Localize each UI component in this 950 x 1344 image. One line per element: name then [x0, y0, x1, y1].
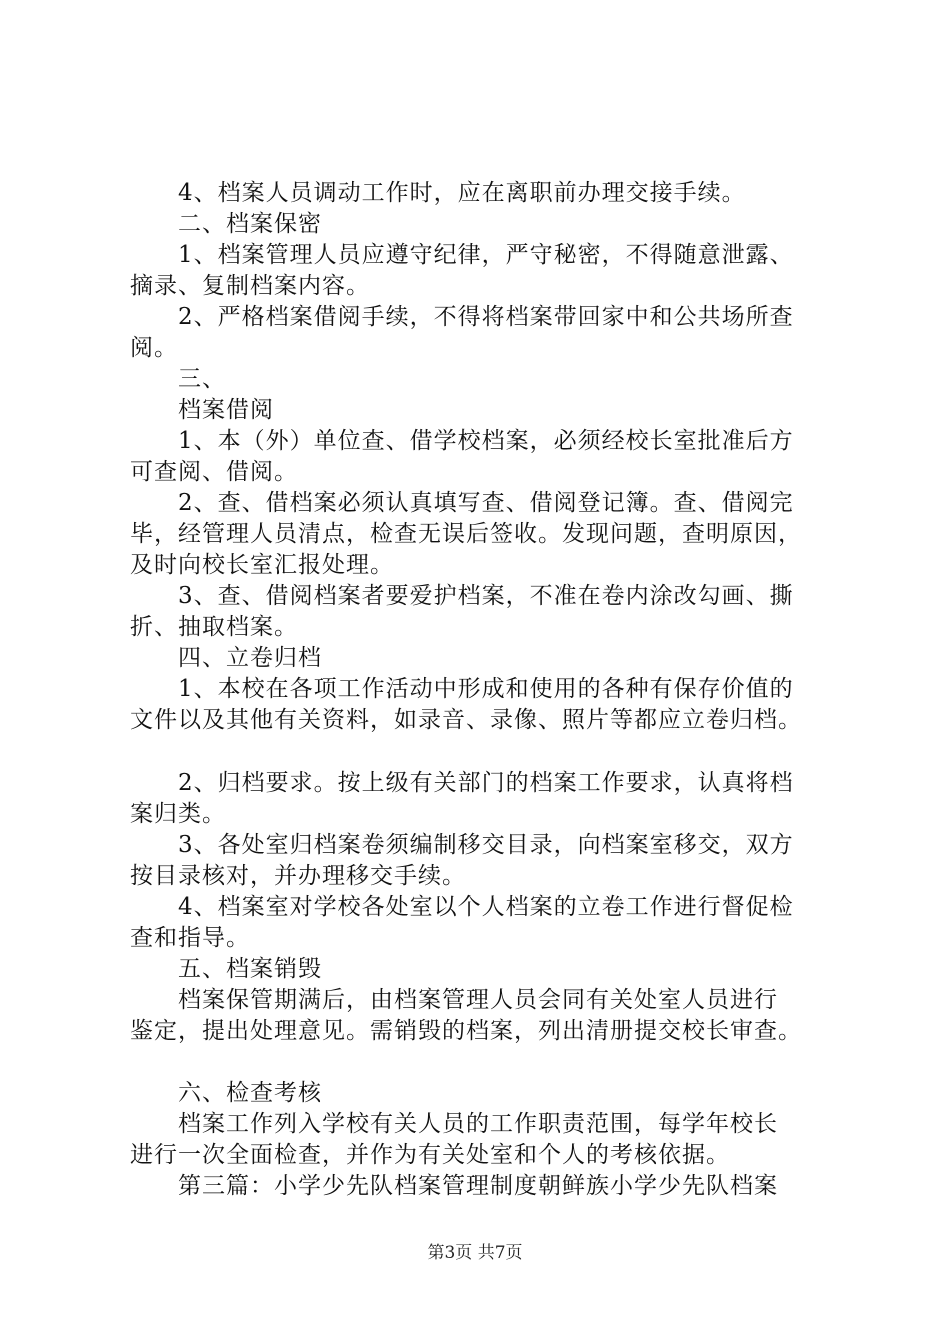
paragraph-line: 查和指导。	[130, 925, 250, 951]
paragraph-line: 档案保管期满后，由档案管理人员会同有关处室人员进行	[178, 987, 778, 1013]
paragraph-line: 鉴定，提出处理意见。需销毁的档案，列出清册提交校长审查。	[130, 1018, 802, 1044]
paragraph-line: 2、归档要求。按上级有关部门的档案工作要求，认真将档	[178, 770, 794, 796]
section-heading: 六、检查考核	[178, 1080, 322, 1106]
paragraph-line: 及时向校长室汇报处理。	[130, 552, 394, 578]
section-heading: 三、	[178, 366, 226, 392]
paragraph-line: 4、档案人员调动工作时，应在离职前办理交接手续。	[178, 180, 746, 206]
paragraph-line: 第三篇：小学少先队档案管理制度朝鲜族小学少先队档案	[178, 1173, 778, 1199]
paragraph-line: 档案工作列入学校有关人员的工作职责范围，每学年校长	[178, 1111, 778, 1137]
paragraph-line: 案归类。	[130, 801, 226, 827]
paragraph-line: 按目录核对，并办理移交手续。	[130, 863, 466, 889]
paragraph-line: 进行一次全面检查，并作为有关处室和个人的考核依据。	[130, 1142, 730, 1168]
paragraph-line: 3、查、借阅档案者要爱护档案，不准在卷内涂改勾画、撕	[178, 583, 794, 609]
paragraph-line: 阅。	[130, 335, 178, 361]
paragraph-line: 1、本校在各项工作活动中形成和使用的各种有保存价值的	[178, 676, 794, 702]
section-heading: 五、档案销毁	[178, 956, 322, 982]
paragraph-line: 毕，经管理人员清点，检查无误后签收。发现问题，查明原因，	[130, 521, 802, 547]
paragraph-line: 折、抽取档案。	[130, 614, 298, 640]
paragraph-line: 1、本（外）单位查、借学校档案，必须经校长室批准后方	[178, 428, 794, 454]
paragraph-line: 摘录、复制档案内容。	[130, 273, 370, 299]
page-number-footer: 第3页 共7页	[427, 1243, 523, 1263]
paragraph-line: 文件以及其他有关资料，如录音、录像、照片等都应立卷归档。	[130, 707, 802, 733]
section-heading: 四、立卷归档	[178, 645, 322, 671]
paragraph-line: 3、各处室归档案卷须编制移交目录，向档案室移交，双方	[178, 832, 794, 858]
section-heading: 二、档案保密	[178, 211, 322, 237]
paragraph-line: 1、档案管理人员应遵守纪律，严守秘密，不得随意泄露、	[178, 242, 794, 268]
paragraph-line: 可查阅、借阅。	[130, 459, 298, 485]
paragraph-line: 2、严格档案借阅手续，不得将档案带回家中和公共场所查	[178, 304, 794, 330]
paragraph-line: 2、查、借档案必须认真填写查、借阅登记簿。查、借阅完	[178, 490, 794, 516]
section-heading: 档案借阅	[178, 397, 274, 423]
paragraph-line: 4、档案室对学校各处室以个人档案的立卷工作进行督促检	[178, 894, 794, 920]
